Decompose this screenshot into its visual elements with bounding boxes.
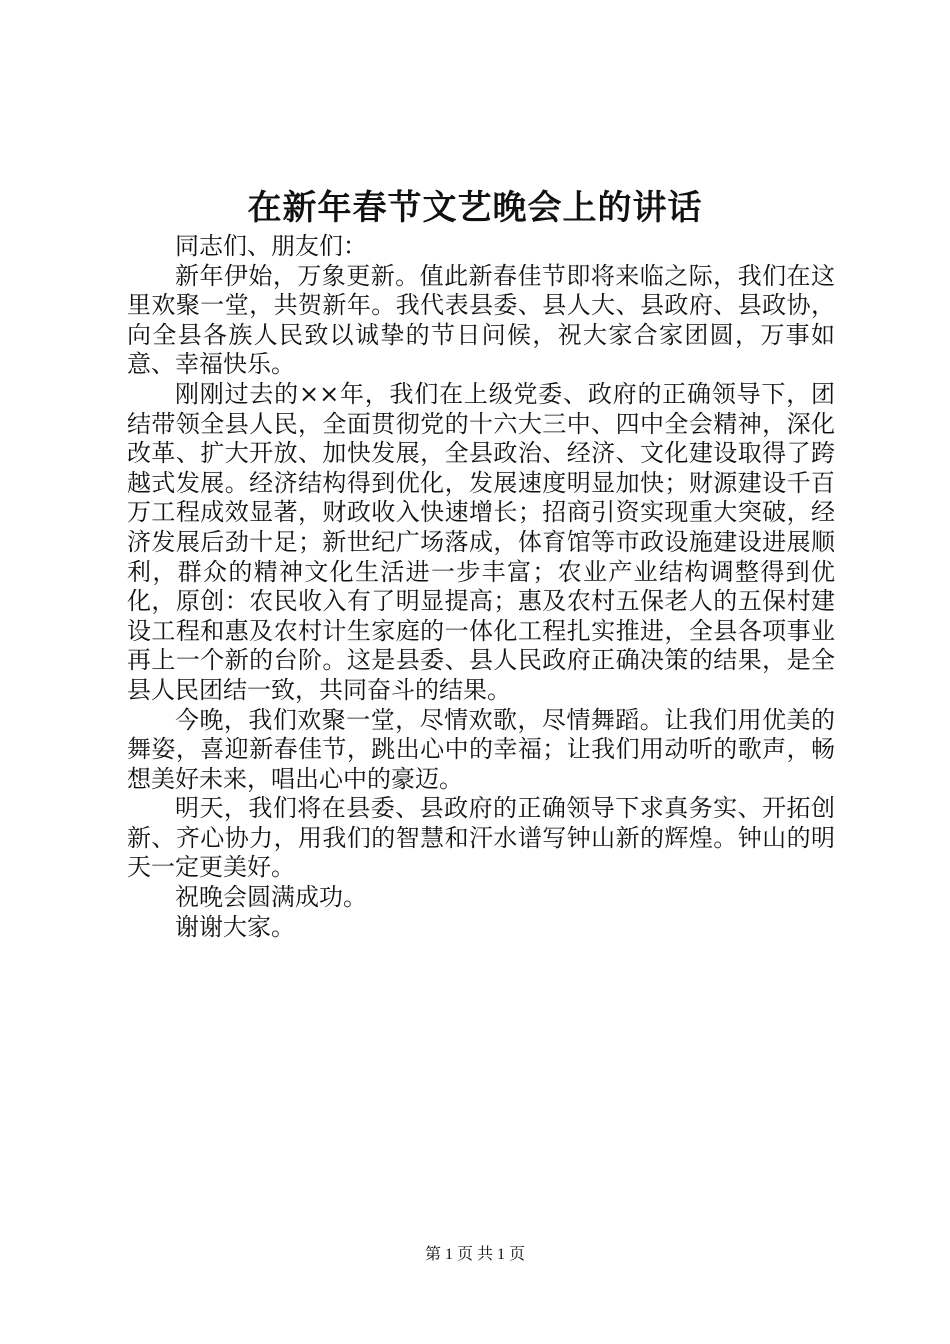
document-title: 在新年春节文艺晚会上的讲话 — [247, 188, 703, 228]
paragraph-tomorrow: 明天，我们将在县委、县政府的正确领导下求真务实、开拓创新、齐心协力，用我们的智慧和汗水谱写钟山新的辉煌。钟山的明天一定更美好。 — [127, 794, 835, 882]
paragraph-greeting: 同志们、朋友们： — [175, 232, 367, 260]
document-body — [127, 232, 835, 942]
paragraph-review: 刚刚过去的××年，我们在上级党委、政府的正确领导下，团结带领全县人民，全面贯彻党的十六大三中、四中全会精神，深化改革、扩大开放、加快发展，全县政治、经济、文化建设取得了跨越式发展。经济结构得到优化，发展速度明显加快；财源建设千百万工程成效显著，财政收入快速增长；招商引资实现重大突破，经济发展后劲十足；新世纪广场落成，体育馆等市政设施建设进展顺利，群众的精神文化生活进一步丰富；农业产业结构调整得到优化，原创：农民收入有了明显提高；惠及农村五保老人的五保村建设工程和惠及农村计生家庭的一体化工程扎实推进，全县各项事业再上一个新的台阶。这是县委、县人民政府正确决策的结果，是全县人民团结一致，共同奋斗的结果。 — [127, 379, 835, 704]
paragraph-thanks: 谢谢大家。 — [175, 912, 295, 941]
paragraph-tonight: 今晚，我们欢聚一堂，尽情欢歌，尽情舞蹈。让我们用优美的舞姿，喜迎新春佳节，跳出心中的幸福；让我们用动听的歌声，畅想美好未来，唱出心中的豪迈。 — [127, 705, 835, 793]
paragraph-new-year: 新年伊始，万象更新。值此新春佳节即将来临之际，我们在这里欢聚一堂，共贺新年。我代表县委、县人大、县政府、县政协，向全县各族人民致以诚挚的节日问候，祝大家合家团圆，万事如意、幸福快乐。 — [127, 261, 835, 379]
page-footer: 第 1 页 共 1 页 — [424, 1246, 525, 1263]
paragraph-wish: 祝晚会圆满成功。 — [175, 883, 367, 912]
